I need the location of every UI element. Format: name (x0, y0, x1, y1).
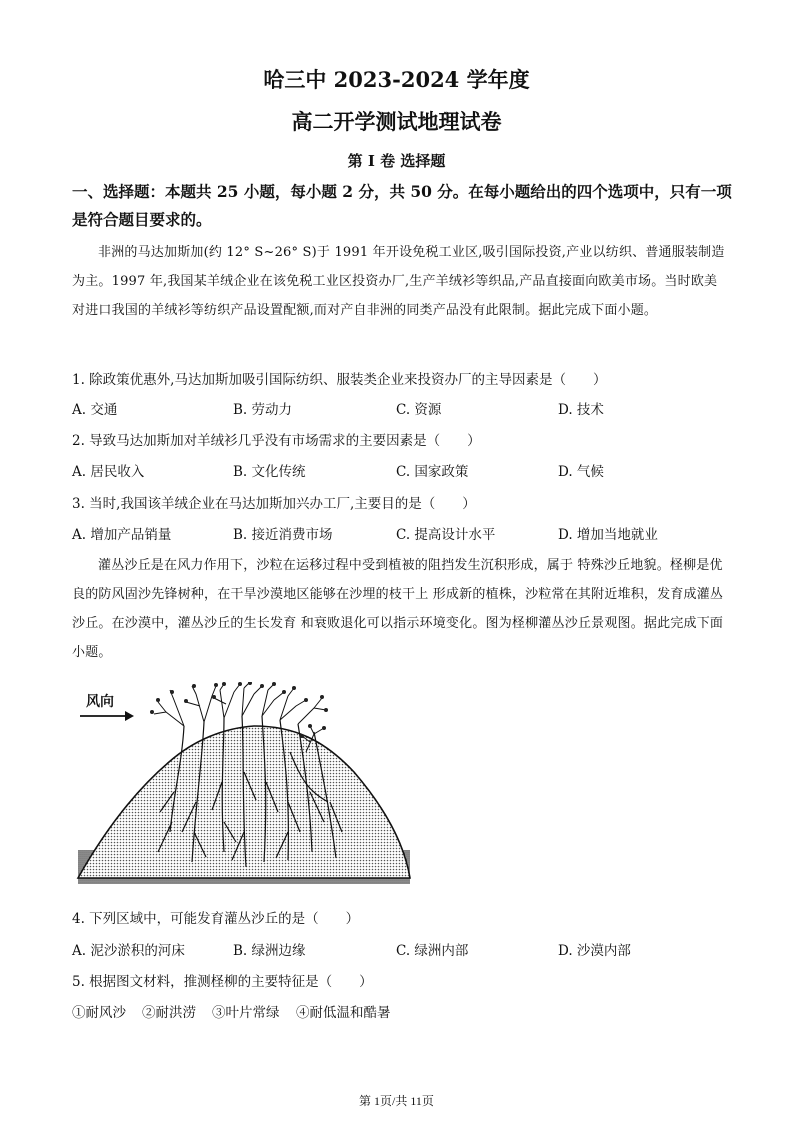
passage-shrub-dune: 灌丛沙丘是在风力作用下，沙粒在运移过程中受到植被的阻挡发生沉积形成，属于 特殊沙丘地貌。柽柳是优良的防风固沙先锋树种，在干旱沙漠地区能够在沙埋的枝干上 形成新的植株，沙粒常在其附近堆积，发育成灌丛沙丘。在沙漠中，灌丛沙丘的生长发育 和衰败退化可以指示环境变化。图为柽柳灌丛沙丘景观图。据此完成下面小题。 (72, 558, 724, 660)
page-footer: 第 1页/共 11页 (359, 1094, 434, 1108)
question-3-stem: 3. 当时,我国该羊绒企业在马达加斯加兴办工厂,主要目的是（ ） (72, 496, 476, 512)
question-5-option-2: ②耐洪涝 (142, 1005, 196, 1021)
question-1-stem: 1. 除政策优惠外,马达加斯加吸引国际纺织、服装类企业来投资办厂的主导因素是（ ） (72, 372, 607, 388)
shrub-dune-figure (74, 682, 424, 888)
question-3-option-d: D. 增加当地就业 (558, 527, 658, 543)
wind-arrow-icon (80, 711, 134, 721)
wind-direction-label: 风向 (86, 694, 114, 710)
question-2-option-a: A. 居民收入 (72, 464, 145, 480)
question-3-option-c: C. 提高设计水平 (396, 527, 496, 543)
question-1-option-c: C. 资源 (396, 402, 442, 418)
question-1-option-b: B. 劳动力 (233, 402, 293, 418)
exam-title-line2: 高二开学测试地理试卷 (291, 109, 502, 134)
question-4-option-d: D. 沙漠内部 (558, 943, 631, 959)
section-instructions: 一、选择题：本题共 25 小题，每小题 2 分，共 50 分。在每小题给出的四个选项中，只有一项是符合题目要求的。 (72, 182, 732, 229)
section-heading: 第 I 卷 选择题 (347, 152, 446, 170)
question-1-option-d: D. 技术 (558, 402, 604, 418)
question-5-option-4: ④耐低温和酷暑 (296, 1005, 391, 1021)
question-2-option-c: C. 国家政策 (396, 464, 469, 480)
question-2-option-d: D. 气候 (558, 464, 604, 480)
question-5-option-1: ①耐风沙 (72, 1005, 126, 1021)
question-2-option-b: B. 文化传统 (233, 464, 306, 480)
question-2-stem: 2. 导致马达加斯加对羊绒衫几乎没有市场需求的主要因素是（ ） (72, 433, 481, 449)
question-4-option-a: A. 泥沙淤积的河床 (72, 943, 185, 959)
exam-title-line1: 哈三中 2023-2024 学年度 (263, 67, 530, 92)
question-4-option-c: C. 绿洲内部 (396, 943, 469, 959)
question-4-stem: 4. 下列区域中，可能发育灌丛沙丘的是（ ） (72, 911, 360, 927)
question-3-option-a: A. 增加产品销量 (72, 527, 172, 543)
question-4-option-b: B. 绿洲边缘 (233, 943, 306, 959)
question-5-option-3: ③叶片常绿 (212, 1005, 280, 1021)
question-3-option-b: B. 接近消费市场 (233, 527, 333, 543)
passage-madagascar: 非洲的马达加斯加(约 12° S~26° S)于 1991 年开设免税工业区,吸引国际投资,产业以纺织、普通服装制造为主。1997 年,我国某羊绒企业在该免税工业区投资办厂,生产羊绒衫等织品,产品直接面向欧美市场。当时欧美对进口我国的羊绒衫等纺织产品设置配额,而对产自非洲的同类产品没有此限制。据此完成下面小题。 (72, 245, 725, 318)
question-1-option-a: A. 交通 (72, 402, 118, 418)
question-5-stem: 5. 根据图文材料，推测柽柳的主要特征是（ ） (72, 974, 373, 990)
